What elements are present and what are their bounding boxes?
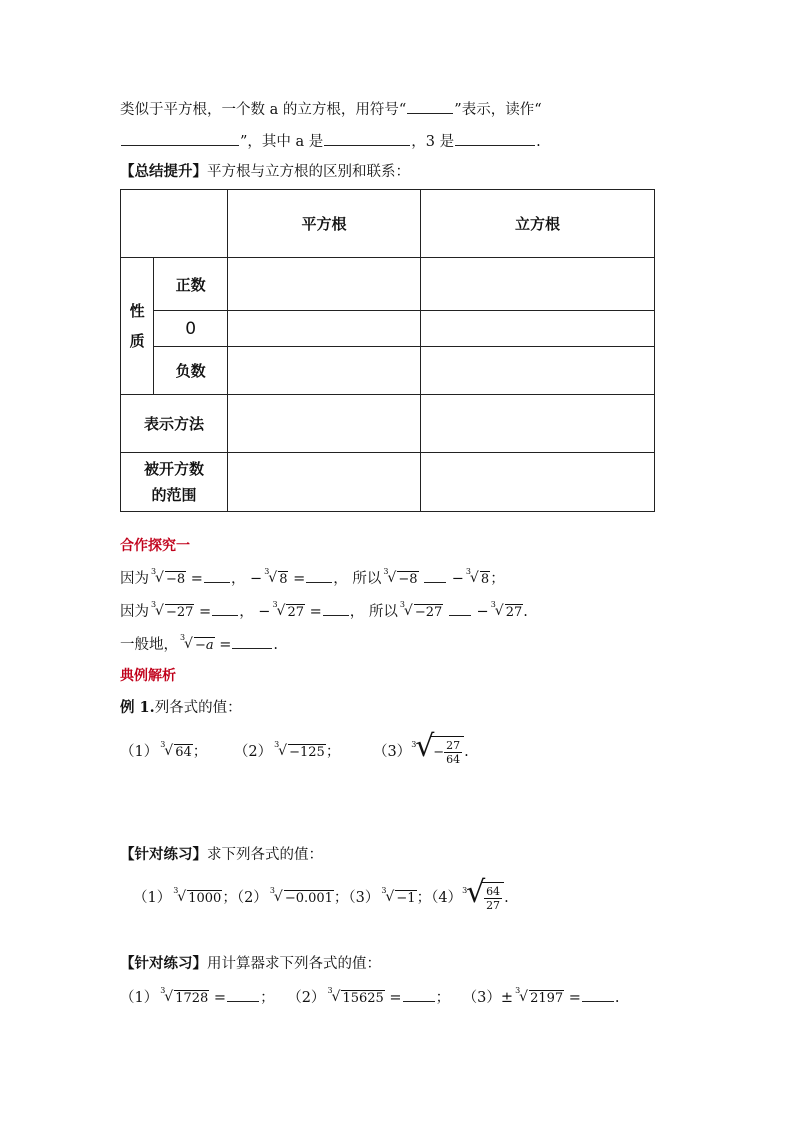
example-1-prompt xyxy=(120,696,242,717)
intro-text: 类似于平方根，一个数 a 的立方根，用符号“ xyxy=(120,102,407,118)
cell-blank[interactable] xyxy=(421,395,655,453)
cube-root xyxy=(151,567,186,587)
root-index: 3 xyxy=(180,633,186,642)
root-index: 3 xyxy=(173,886,179,895)
radicand: 27 xyxy=(287,605,305,620)
explore-row-1: 因为 3 √ −8 = ， − 3 √ 8 = ， 所以 3 √ −8 − 3 √ 8； xyxy=(120,567,505,587)
item-index: （3） xyxy=(462,990,501,1006)
explore-heading: 合作探究一 xyxy=(120,538,190,554)
radical-icon: √ xyxy=(164,743,174,759)
item-index: （1） xyxy=(133,890,172,906)
radical-icon: √ xyxy=(387,570,397,586)
answer-blank[interactable] xyxy=(232,634,272,649)
row-radicand-range xyxy=(121,453,228,512)
cell-blank[interactable] xyxy=(421,347,655,395)
practice-2-prompt xyxy=(120,952,381,973)
cube-root xyxy=(269,886,334,906)
radical-icon: √ xyxy=(469,570,479,586)
intro-text: . xyxy=(536,134,541,150)
cube-root xyxy=(399,600,443,620)
radicand: −1 xyxy=(396,891,416,906)
answer-blank[interactable] xyxy=(449,601,471,616)
answer-blank[interactable] xyxy=(582,987,614,1002)
row-radicand-range-1: 被开方数 xyxy=(143,460,204,478)
root-index: 3 xyxy=(399,600,405,609)
because-text: 因为 xyxy=(120,604,149,620)
so-text: 所以 xyxy=(352,571,382,587)
cube-root-fraction xyxy=(462,875,504,914)
item-index: （1） xyxy=(120,990,159,1006)
radicand: 1000 xyxy=(188,891,222,906)
radicand: 8 xyxy=(480,572,490,587)
practice-1-items: （1） 3 √ 1000；（2） 3 √ −0.001；（3） 3 √ −1；（4） 3 √ $\frac{64}{27}$ . xyxy=(133,875,509,912)
properties-label-1: 性 xyxy=(129,302,145,320)
cube-root xyxy=(180,633,215,653)
root-index: 3 xyxy=(274,740,280,749)
so-text: 所以 xyxy=(368,604,398,620)
practice-tag: 【针对练习】 xyxy=(120,846,207,863)
item-index: （3） xyxy=(348,890,380,906)
numerator: 27 xyxy=(446,739,461,752)
cell-blank[interactable] xyxy=(421,453,655,512)
root-index: 3 xyxy=(327,986,333,995)
general-text: 一般地， xyxy=(120,637,178,653)
item-index: （2） xyxy=(287,990,326,1006)
fraction xyxy=(484,885,502,912)
row-zero: 0 xyxy=(154,311,228,347)
radical-icon: √ xyxy=(155,570,164,586)
root-index: 3 xyxy=(490,600,496,609)
radical-icon: √ xyxy=(466,875,486,910)
root-index: 3 xyxy=(160,740,166,749)
intro-line-1 xyxy=(120,98,542,119)
radicand: −125 xyxy=(289,745,325,760)
radicand: 27 xyxy=(505,605,523,620)
minus-sign: − xyxy=(433,745,445,760)
answer-blank[interactable] xyxy=(324,131,410,146)
example-label: 例 1. xyxy=(120,699,155,716)
radicand: −8 xyxy=(398,572,418,587)
radical-icon: √ xyxy=(164,989,174,1005)
row-negative: 负数 xyxy=(154,347,228,395)
denominator: 27 xyxy=(486,899,501,912)
cube-root xyxy=(160,986,209,1006)
radicand: −27 xyxy=(414,605,443,620)
root-index: 3 xyxy=(264,567,270,576)
practice-2-items: （1） 3 √ 1728 = ； （2） 3 √ 15625 = ； （3）± 3 √ 2197 = . xyxy=(120,986,620,1006)
row-notation: 表示方法 xyxy=(121,395,228,453)
radical-icon: √ xyxy=(155,603,164,619)
practice-tag: 【针对练习】 xyxy=(120,955,207,972)
root-index: 3 xyxy=(151,600,157,609)
intro-text: ”表示，读作“ xyxy=(454,102,542,118)
explore-row-2: 因为 3 √ −27 = ， − 3 √ 27 = ， 所以 3 √ −27 − 3 √ 27. xyxy=(120,600,528,620)
summary-tag: 【总结提升】 xyxy=(120,163,207,180)
cube-root xyxy=(383,567,418,587)
cube-root xyxy=(465,567,490,587)
root-index: 3 xyxy=(272,600,278,609)
radicand: 2197 xyxy=(530,991,564,1006)
because-text: 因为 xyxy=(120,571,149,587)
cube-root xyxy=(173,886,222,906)
radical-icon: √ xyxy=(403,603,413,619)
cube-root-fraction xyxy=(411,729,464,768)
cube-root xyxy=(274,740,326,760)
cell-blank[interactable] xyxy=(421,311,655,347)
fraction xyxy=(444,739,462,766)
radical-icon: √ xyxy=(331,989,341,1005)
radical-icon: √ xyxy=(519,989,528,1005)
answer-blank[interactable] xyxy=(323,601,349,616)
radical-icon: √ xyxy=(177,889,187,905)
answer-blank[interactable] xyxy=(403,987,435,1002)
radicand: −0.001 xyxy=(284,891,333,906)
answer-blank[interactable] xyxy=(455,131,535,146)
header-square-root: 平方根 xyxy=(228,190,421,258)
root-index: 3 xyxy=(160,986,166,995)
radical-icon: √ xyxy=(494,603,504,619)
answer-blank[interactable] xyxy=(121,131,239,146)
radical-icon: √ xyxy=(276,603,286,619)
answer-blank[interactable] xyxy=(306,568,332,583)
answer-blank[interactable] xyxy=(204,568,230,583)
radicand: 15625 xyxy=(342,991,384,1006)
radical-icon: √ xyxy=(415,729,435,764)
root-index: 3 xyxy=(269,886,275,895)
radical-icon: √ xyxy=(273,889,283,905)
cube-root xyxy=(327,986,384,1006)
practice-text: 求下列各式的值： xyxy=(207,847,323,863)
properties-label xyxy=(121,258,154,395)
radical-icon: √ xyxy=(268,570,278,586)
answer-blank[interactable] xyxy=(424,568,446,583)
numerator: 64 xyxy=(486,885,501,898)
cell-blank[interactable] xyxy=(228,347,421,395)
root-index: 3 xyxy=(515,986,521,995)
cell-blank[interactable] xyxy=(228,258,421,311)
summary-text: 平方根与立方根的区别和联系： xyxy=(207,164,410,180)
item-index: （3） xyxy=(372,744,412,760)
practice-1-prompt xyxy=(120,843,323,864)
cube-root xyxy=(151,600,194,620)
cell-blank[interactable] xyxy=(228,311,421,347)
row-positive: 正数 xyxy=(154,258,228,311)
cube-root xyxy=(515,986,564,1006)
cube-root xyxy=(264,567,288,587)
properties-label-2: 质 xyxy=(129,332,145,350)
root-index: 3 xyxy=(151,567,157,576)
item-index: （2） xyxy=(236,890,268,906)
root-index: 3 xyxy=(381,886,387,895)
cube-root xyxy=(160,740,193,760)
item-index: （4） xyxy=(431,890,463,906)
root-index: 3 xyxy=(462,886,468,895)
cube-root xyxy=(381,886,416,906)
cube-root xyxy=(272,600,305,620)
example-heading: 典例解析 xyxy=(120,668,176,684)
explore-general: 一般地， 3 √ −a = . xyxy=(120,633,279,653)
intro-line-2 xyxy=(120,130,541,151)
practice-text: 用计算器求下列各式的值： xyxy=(207,956,381,972)
radicand: −8 xyxy=(166,572,186,587)
radical-icon: √ xyxy=(278,743,288,759)
item-index: （1） xyxy=(120,744,159,760)
answer-blank[interactable] xyxy=(212,601,238,616)
radicand: 64 xyxy=(175,745,192,760)
cube-root xyxy=(490,600,524,620)
radicand: 8 xyxy=(279,572,288,587)
radical-icon: √ xyxy=(184,636,193,652)
example-1-items: （1） 3 √ 64； （2） 3 √ −125； （3） 3 √ − $\frac{27}{64}$ . xyxy=(120,729,469,766)
root-index: 3 xyxy=(411,740,417,749)
denominator: 64 xyxy=(446,753,461,766)
comparison-table xyxy=(120,189,655,512)
root-index: 3 xyxy=(383,567,389,576)
root-index: 3 xyxy=(465,567,471,576)
header-cube-root: 立方根 xyxy=(421,190,655,258)
answer-blank[interactable] xyxy=(227,987,259,1002)
radicand: −a xyxy=(195,638,214,653)
radicand: 1728 xyxy=(175,991,209,1006)
radicand: −27 xyxy=(166,605,194,620)
intro-text: ，3 是 xyxy=(411,134,455,150)
row-radicand-range-2: 的范围 xyxy=(151,486,197,504)
cell-blank[interactable] xyxy=(228,453,421,512)
plus-minus-sign: ± xyxy=(500,990,514,1006)
summary-line xyxy=(120,160,410,181)
example-text: 列各式的值： xyxy=(154,700,242,716)
radical-icon: √ xyxy=(385,889,395,905)
intro-text: ”，其中 a 是 xyxy=(240,134,324,150)
cell-blank[interactable] xyxy=(421,258,655,311)
table-corner xyxy=(121,190,228,258)
item-index: （2） xyxy=(233,744,273,760)
answer-blank[interactable] xyxy=(407,99,453,114)
cell-blank[interactable] xyxy=(228,395,421,453)
